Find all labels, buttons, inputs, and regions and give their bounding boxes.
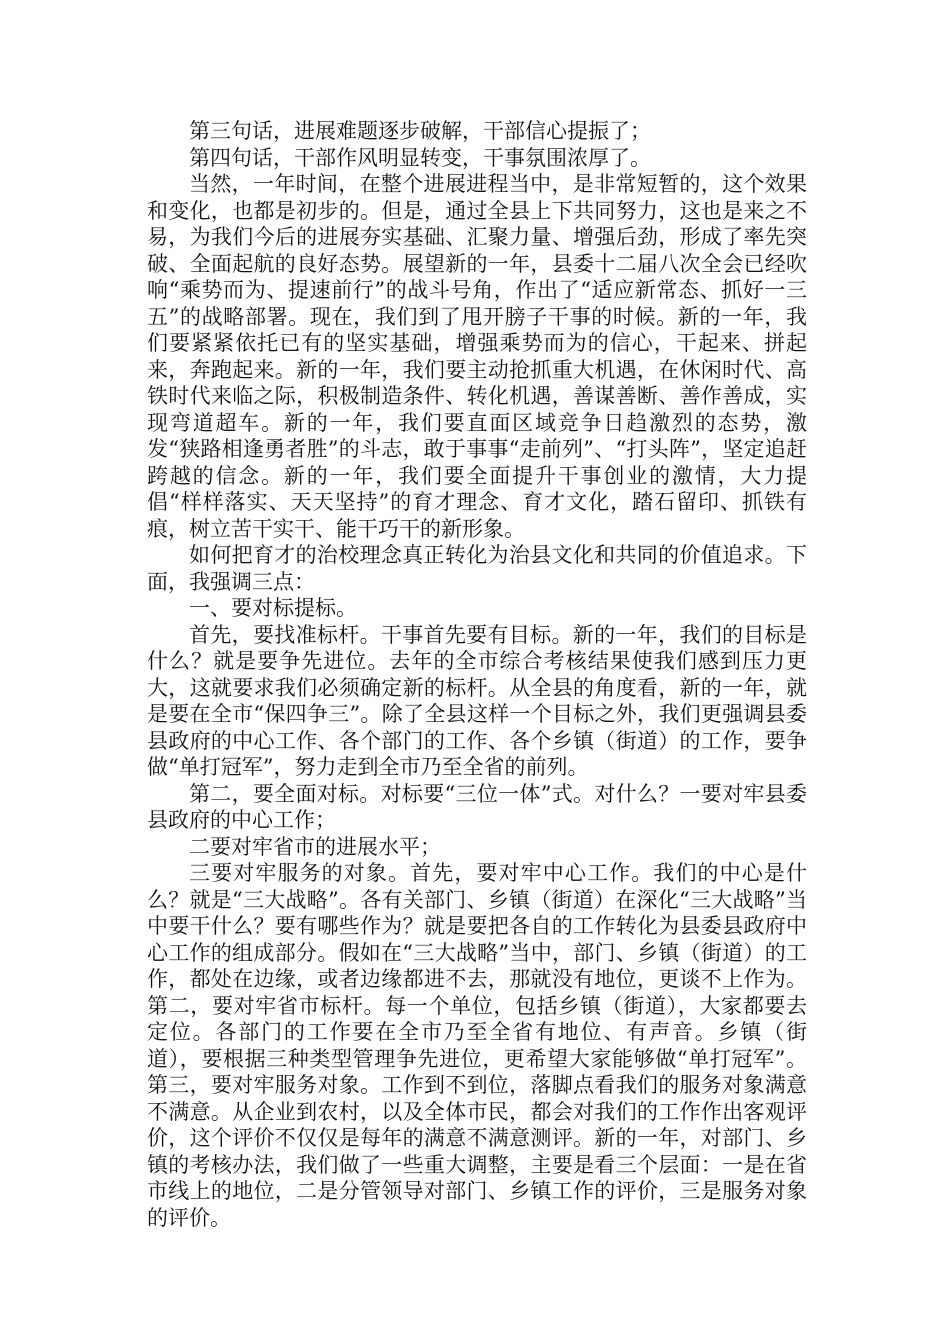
document-body — [147, 118, 807, 1231]
paragraph: 第四句话，干部作风明显转变，干事氛围浓厚了。 — [189, 145, 651, 170]
paragraph: 第二，要全面对标。对标要“三位一体”式。对什么？一要对牢县委县政府的中心工作； — [147, 781, 807, 832]
paragraph: 第三句话，进展难题逐步破解，干部信心提振了； — [189, 119, 651, 143]
paragraph: 首先，要找准标杆。干事首先要有目标。新的一年，我们的目标是什么？就是要争先进位。去年的全市综合考核结果使我们感到压力更大，这就要求我们必须确定新的标杆。从全县的角度看，新的一年，就是要在全市“保四争三”。除了全县这样一个目标之外，我们更强调县委县政府的中心工作、各个部门的工作、各个乡镇（街道）的工作，要争做“单打冠军”，努力走到全市乃至全省的前列。 — [147, 622, 807, 779]
section-heading: 一、要对标提标。 — [189, 596, 357, 620]
paragraph: 当然，一年时间，在整个进展进程当中，是非常短暂的，这个效果和变化，也都是初步的。但是，通过全县上下共同努力，这也是来之不易，为我们今后的进展夯实基础、汇聚力量、增强后劲，形成了率先突破、全面起航的良好态势。展望新的一年，县委十二届八次全会已经吹响“乘势而为、提速前行”的战斗号角，作出了“适应新常态、抓好一三五”的战略部署。现在，我们到了甩开膀子干事的时候。新的一年，我们要紧紧依托已有的坚实基础，增强乘势而为的信心，干起来、拼起来，奔跑起来。新的一年，我们要主动抢抓重大机遇，在休闲时代、高铁时代来临之际，积极制造条件、转化机遇，善谋善断、善作善成，实现弯道超车。新的一年，我们要直面区域竞争日趋激烈的态势，激发“狭路相逢勇者胜”的斗志，敢于事事“走前列”、“打头阵”，坚定追赶跨越的信念。新的一年，我们要全面提升干事创业的激情，大力提倡“样样落实、天天坚持”的育才理念、育才文化，踏石留印、抓铁有痕，树立苦干实干、能干巧干的新形象。 — [147, 172, 807, 541]
paragraph: 三要对牢服务的对象。首先，要对牢中心工作。我们的中心是什么？就是“三大战略”。各有关部门、乡镇（街道）在深化“三大战略”当中要干什么？要有哪些作为？就是要把各自的工作转化为县委县政府中心工作的组成部分。假如在“三大战略”当中，部门、乡镇（街道）的工作，都处在边缘，或者边缘都进不去，那就没有地位，更谈不上作为。第二，要对牢省市标杆。每一个单位，包括乡镇（街道），大家都要去定位。各部门的工作要在全市乃至全省有地位、有声音。乡镇（街道），要根据三种类型管理争先进位，更希望大家能够做“单打冠军”。第三，要对牢服务对象。工作到不到位，落脚点看我们的服务对象满意不满意。从企业到农村，以及全体市民，都会对我们的工作作出客观评价，这个评价不仅仅是每年的满意不满意测评。新的一年，对部门、乡镇的考核办法，我们做了一些重大调整，主要是看三个层面：一是在省市线上的地位，二是分管领导对部门、乡镇工作的评价，三是服务对象的评价。 — [147, 861, 807, 1230]
paragraph: 二要对牢省市的进展水平； — [189, 834, 441, 859]
paragraph: 如何把育才的治校理念真正转化为治县文化和共同的价值追求。下面，我强调三点： — [147, 543, 807, 594]
